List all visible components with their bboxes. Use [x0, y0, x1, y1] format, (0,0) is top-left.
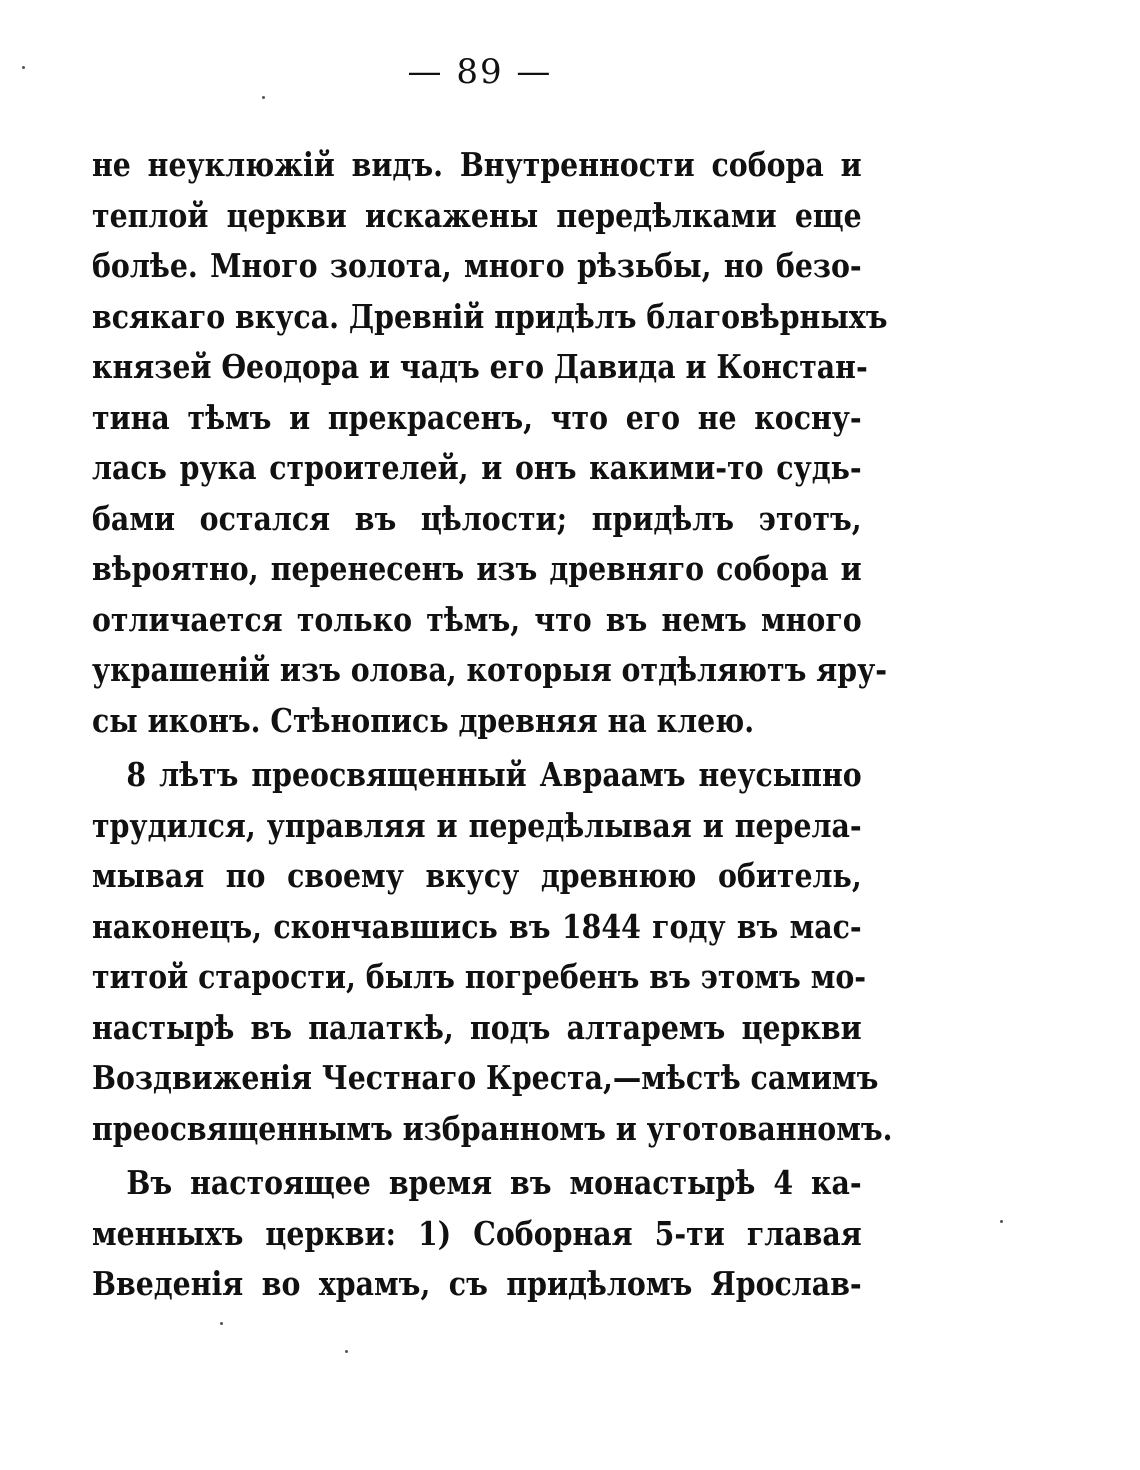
paragraph-3 — [92, 1158, 862, 1310]
text-line: Въ настоящее время въ монастырѣ 4 ка- — [126, 1163, 862, 1202]
text-line: вѣроятно, перенесенъ изъ древняго собора и — [92, 549, 862, 588]
text-line: всякаго вкуса. Древній придѣлъ благовѣрныхъ — [92, 296, 888, 336]
text-line: Воздвиженія Честнаго Креста,—мѣстѣ самимъ — [92, 1058, 879, 1097]
text-line: преосвященнымъ избранномъ и уготованномъ. — [92, 1108, 893, 1148]
text-line: титой старости, былъ погребенъ въ этомъ мо- — [92, 957, 867, 996]
scan-speck — [262, 96, 265, 99]
text-line: наконецъ, скончавшись въ 1844 году въ мас- — [92, 906, 862, 946]
scan-speck — [220, 1322, 223, 1325]
paragraph-2 — [92, 750, 893, 1154]
paragraph-1 — [92, 140, 888, 746]
text-line: бами остался въ цѣлости; придѣлъ этотъ, — [92, 498, 862, 538]
text-line: теплой церкви искажены передѣлками еще — [92, 195, 862, 235]
text-line: настырѣ въ палаткѣ, подъ алтаремъ церкви — [92, 1007, 862, 1047]
text-line: болѣе. Много золота, много рѣзьбы, но безо- — [92, 246, 862, 285]
text-line: отличается только тѣмъ, что въ немъ много — [92, 599, 862, 639]
scan-speck — [345, 1350, 348, 1353]
text-line: не неуклюжій видъ. Внутренности собора и — [92, 145, 862, 184]
text-line: князей Ѳеодора и чадъ его Давида и Констан- — [92, 347, 868, 386]
text-line: менныхъ церкви: 1) Соборная 5-ти главая — [92, 1213, 862, 1253]
text-line: трудился, управляя и передѣлывая и перела- — [92, 805, 862, 845]
text-line: 8 лѣтъ преосвященный Авраамъ неусыпно — [126, 755, 862, 794]
text-line: мывая по своему вкусу древнюю обитель, — [92, 856, 862, 895]
text-line: украшеній изъ олова, которыя отдѣляютъ яру- — [92, 650, 888, 689]
text-line: лась рука строителей, и онъ какими-то судь- — [92, 448, 862, 487]
body-text — [92, 140, 893, 1310]
text-line: Введенія во храмъ, съ придѣломъ Ярослав- — [92, 1264, 862, 1303]
scan-speck — [22, 66, 25, 69]
page-number: — 89 — — [407, 52, 553, 92]
text-line: сы иконъ. Стѣнопись древняя на клею. — [92, 700, 755, 740]
text-line: тина тѣмъ и прекрасенъ, что его не косну- — [92, 397, 862, 437]
scan-speck — [1000, 1220, 1003, 1223]
